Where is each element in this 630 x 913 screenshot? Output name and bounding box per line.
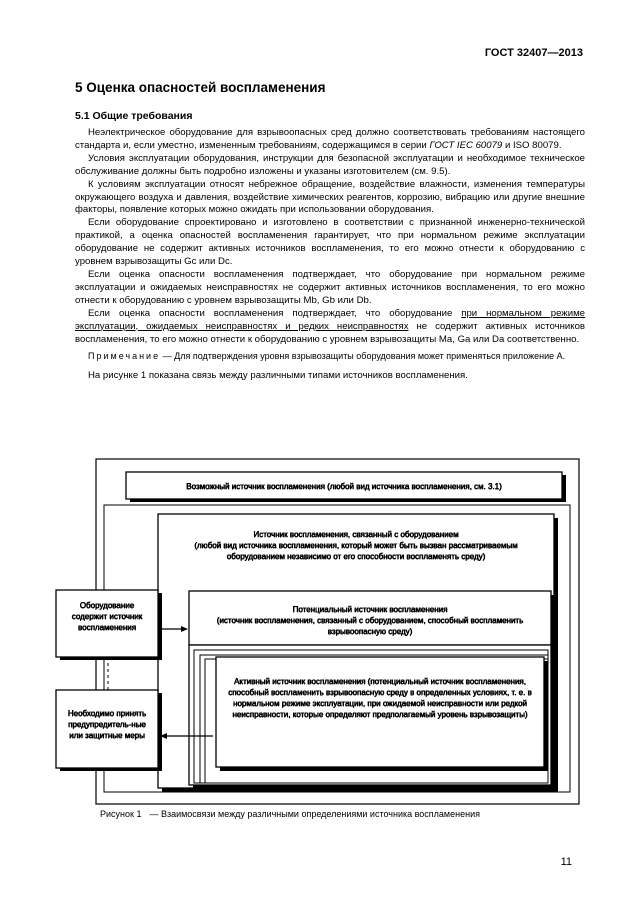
note: Примечание — Для подтверждения уровня взрывозащиты оборудования может применяться приложение А. <box>88 351 566 362</box>
figure-caption: Рисунок 1 — Взаимосвязи между различными определениями источника воспламенения <box>100 809 480 819</box>
standard-header: ГОСТ 32407—2013 <box>484 47 583 59</box>
box-contains-text: Оборудование содержит источник воспламенения <box>71 601 143 632</box>
page-number: 11 <box>560 856 572 868</box>
paragraph-1: Неэлектрическое оборудование для взрывоопасных сред должно соответствовать требованиям настоящего стандарта и, если уместно, измененным требованиям, содержащимся в серии ГОСТ IEC 60079 и ISO 80079. <box>75 127 585 151</box>
section-title: 5 Оценка опасностей воспламенения <box>75 80 326 95</box>
figure-intro: На рисунке 1 показана связь между различными типами источников воспламенения. <box>88 370 468 382</box>
box-active-text: Активный источник воспламенения (потенциальный источник воспламенения, способный воспламенить взрывоопасную среду в определенных условиях, т. е. в нормальном режиме эксплуатации, при ожидаемой неисправности или редкой неисправности, которые определяют предполагаемый уровень взрывозащиты) <box>228 677 532 719</box>
paragraph-3: К условиям эксплуатации относят небрежное обращение, воздействие влажности, изменения температуры окружающего воздуха и давления, воздействие химических реагентов, коррозию, вибрацию или другие внешние факторы, появление которых можно ожидать при использовании оборудования. <box>75 178 585 216</box>
paragraph-4: Если оборудование спроектировано и изготовлено в соответствии с признанной инженерно-технической практикой, а оценка опасностей воспламенения гарантирует, что при нормальном режиме эксплуатации оборудование не содержит активных источников воспламенения, то его можно отнести к оборудованию с уровнем взрывозащиты Gc или Dc. <box>75 217 585 268</box>
paragraph-5: Если оценка опасности воспламенения подтверждает, что оборудование при нормальном режиме эксплуатации и ожидаемых неисправностях не содержит активных источников воспламенения, то его можно отнести к оборудованию с уровнем взрывозащиты Mb, Gb или Db. <box>75 268 585 306</box>
box-potential-text: Потенциальный источник воспламенения (источник воспламенения, связанный с оборудованием, способный воспламенить взрывоопасную среду) <box>216 605 524 636</box>
box-measures-text: Необходимо принять предупредитель-ные или защитные меры <box>67 709 147 740</box>
paragraph-2: Условия эксплуатации оборудования, инструкции для безопасной эксплуатации и необходимое техническое обслуживание должны быть подробно изложены и указаны изготовителем (см. 9.5). <box>75 152 585 177</box>
subsection-title: 5.1 Общие требования <box>75 110 193 122</box>
paragraph-6: Если оценка опасности воспламенения подтверждает, что оборудование при нормальном режиме эксплуатации, ожидаемых неисправностях и редких неисправностях не содержит активных источников воспламенения, то его можно отнести к оборудованию с уровнем взрывозащиты Ma, Ga или Da соответственно. <box>75 307 586 345</box>
box-possible-text: Возможный источник воспламенения (любой вид источника воспламенения, см. 3.1) <box>186 482 502 491</box>
box-equipment-text: Источник воспламенения, связанный с оборудованием (любой вид источника воспламенения, который может быть вызван рассматриваемым оборудованием независимо от его способности воспламенять среду) <box>194 530 518 561</box>
